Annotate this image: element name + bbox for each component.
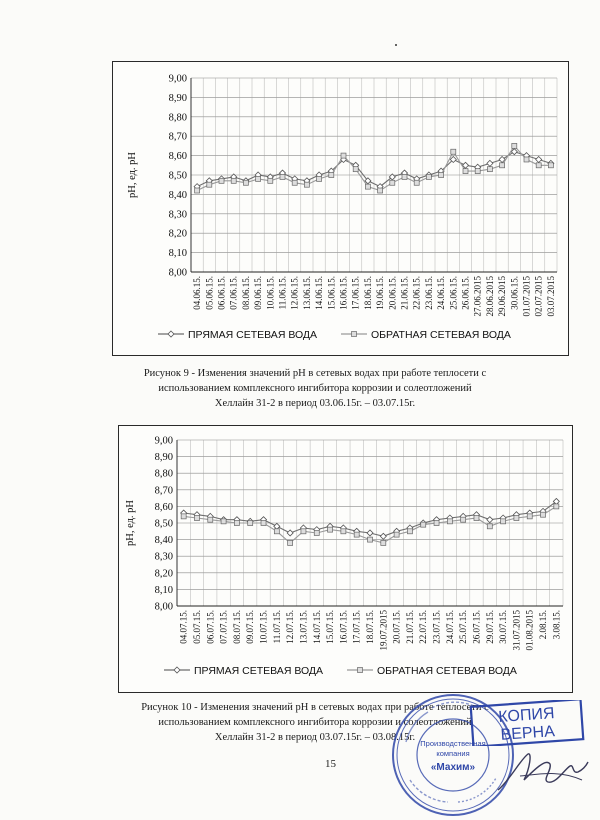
y-tick-label: 8,20 [168,228,187,240]
y-tick-label: 8,40 [168,189,187,201]
seal-company-line-1: Производственная [420,739,486,748]
data-point [365,184,370,189]
data-point [328,527,333,532]
x-tick-label: 29.06.2015 [497,276,508,317]
figure-10-caption-line-1: Рисунок 10 - Изменения значений pH в сетевых водах при работе теплосети с [141,702,489,713]
data-point [317,176,322,181]
legend-marker-return [358,668,363,673]
handwritten-signature [490,740,590,800]
y-tick-label: 8,30 [154,551,173,563]
data-point [304,182,309,187]
y-tick-label: 9,00 [168,73,187,85]
data-point [208,517,213,522]
legend-label-direct: ПРЯМАЯ СЕТЕВАЯ ВОДА [194,665,324,677]
data-point [367,530,373,536]
data-point [301,529,306,534]
y-tick-label: 8,50 [154,518,173,530]
x-tick-label: 08.07.15. [231,610,242,644]
y-tick-label: 8,70 [168,131,187,143]
data-point [524,157,529,162]
data-point [554,504,559,509]
data-point [256,176,261,181]
figure-10-caption-line-3: Хеллайн 31-2 в период 03.07.15г. – 03.08.15г. [214,732,416,743]
x-tick-label: 03.07.2015 [545,276,556,317]
legend-label-return: ОБРАТНАЯ СЕТЕВАЯ ВОДА [371,329,511,341]
x-tick-label: 02.07.2015 [533,276,544,317]
x-tick-label: 11.06.15. [277,276,288,310]
data-point [514,516,519,521]
data-point [287,530,293,536]
data-point [487,160,493,166]
data-point [380,533,386,539]
legend-marker-return [352,332,357,337]
x-tick-label: 14.07.15. [311,610,322,644]
data-point [378,188,383,193]
x-tick-label: 26.06.15. [460,276,471,310]
page-number: 15 [325,758,336,770]
data-point [501,519,506,524]
data-point [536,163,541,168]
y-tick-label: 8,40 [154,535,173,547]
data-point [461,517,466,522]
x-tick-label: 30.07.15. [498,610,509,644]
x-tick-label: 17.07.15. [351,610,362,644]
x-tick-label: 06.06.15. [216,276,227,310]
data-point [475,169,480,174]
y-tick-label: 8,90 [168,92,187,104]
data-point [500,163,505,168]
x-tick-label: 29.07.15. [484,610,495,644]
seal-company-line-2: компания [436,749,470,758]
x-tick-label: 25.07.15. [458,610,469,644]
legend-marker-direct [168,331,174,337]
data-point [341,529,346,534]
x-tick-label: 3.08.15. [551,610,562,640]
data-point [548,163,553,168]
data-point [487,524,492,529]
data-point [194,516,199,521]
y-tick-label: 8,60 [154,501,173,513]
data-point [426,174,431,179]
x-tick-label: 22.06.15. [411,276,422,310]
figure-9-caption-line-3: Хеллайн 31-2 в период 03.06.15г. – 03.07.15г. [214,398,416,409]
figure-10-caption-line-2: использованием комплексного ингибитора коррозии и солеотложений [158,717,472,728]
x-tick-label: 27.06.2015 [472,276,483,317]
data-point [536,156,542,162]
data-point [274,523,280,529]
data-point [353,167,358,172]
x-tick-label: 24.06.15. [436,276,447,310]
figure-9-caption-line-2: использованием комплексного ингибитора коррозии и солеотложений [158,383,472,394]
x-tick-label: 18.06.15. [362,276,373,310]
x-tick-label: 19.07.2015 [378,610,389,651]
x-tick-label: 04.06.15. [192,276,203,310]
data-point [512,143,517,148]
legend-label-direct: ПРЯМАЯ СЕТЕВАЯ ВОДА [188,329,318,341]
x-tick-label: 10.06.15. [265,276,276,310]
x-tick-label: 12.07.15. [285,610,296,644]
x-tick-label: 16.06.15. [338,276,349,310]
y-tick-label: 8,70 [154,485,173,497]
data-point [407,529,412,534]
figure-9-caption-line-1: Рисунок 9 - Изменения значений pH в сетевых водах при работе теплосети с [143,368,487,379]
x-tick-label: 15.07.15. [325,610,336,644]
x-tick-label: 30.06.15. [509,276,520,310]
y-tick-label: 8,20 [154,568,173,580]
data-point [314,530,319,535]
data-point [219,178,224,183]
chart-figure-10 [118,425,573,693]
x-tick-label: 14.06.15. [314,276,325,310]
scan-speck [395,44,397,46]
y-tick-label: 9,00 [154,435,173,447]
x-tick-label: 31.07.2015 [511,610,522,651]
data-point [421,522,426,527]
data-point [451,149,456,154]
chart-figure-9-svg [113,62,568,355]
x-tick-label: 21.06.15. [399,276,410,310]
x-tick-label: 25.06.15. [448,276,459,310]
y-tick-label: 8,50 [168,170,187,182]
x-tick-label: 01.08.2015 [524,610,535,651]
y-tick-label: 8,80 [168,112,187,124]
y-tick-label: 8,90 [154,452,173,464]
data-point [368,537,373,542]
data-point [280,174,285,179]
data-point [487,167,492,172]
figure-9-caption [80,366,550,411]
legend-marker-direct [174,667,180,673]
x-tick-label: 05.07.15. [191,610,202,644]
data-point [195,188,200,193]
data-point [394,532,399,537]
x-tick-label: 13.06.15. [301,276,312,310]
data-point [243,180,248,185]
y-tick-label: 8,00 [168,267,187,279]
x-tick-label: 15.06.15. [326,276,337,310]
stamp-copy-line-2: ВЕРНА [500,723,556,744]
y-tick-label: 8,30 [168,209,187,221]
y-axis-label: pH, ед. pH [127,151,138,199]
data-point [181,514,186,519]
x-tick-label: 06.07.15. [205,610,216,644]
x-tick-label: 12.06.15. [289,276,300,310]
chart-figure-10-svg [119,426,572,692]
legend-label-return: ОБРАТНАЯ СЕТЕВАЯ ВОДА [377,665,517,677]
data-point [261,521,266,526]
seal-company-name: «Махим» [430,762,476,773]
data-point [274,529,279,534]
x-tick-label: 28.06.2015 [484,276,495,317]
data-point [221,519,226,524]
x-tick-label: 21.07.15. [404,610,415,644]
x-tick-label: 07.06.15. [228,276,239,310]
y-axis-label: pH, ед. pH [125,499,136,547]
y-tick-label: 8,80 [154,468,173,480]
x-tick-label: 17.06.15. [350,276,361,310]
y-tick-label: 8,60 [168,151,187,163]
data-point [402,174,407,179]
x-tick-label: 07.07.15. [218,610,229,644]
x-tick-label: 09.06.15. [253,276,264,310]
x-tick-label: 20.07.15. [391,610,402,644]
x-tick-label: 04.07.15. [178,610,189,644]
x-tick-label: 24.07.15. [444,610,455,644]
data-point [390,180,395,185]
data-point [527,514,532,519]
x-tick-label: 08.06.15. [240,276,251,310]
x-tick-label: 16.07.15. [338,610,349,644]
data-point [439,173,444,178]
data-point [487,517,493,523]
data-point [354,532,359,537]
data-point [292,180,297,185]
x-tick-label: 09.07.15. [245,610,256,644]
y-tick-label: 8,00 [154,601,173,613]
data-point [447,519,452,524]
data-point [231,178,236,183]
data-point [268,178,273,183]
data-point [414,180,419,185]
data-point [541,512,546,517]
data-point [474,516,479,521]
x-tick-label: 23.06.15. [423,276,434,310]
data-point [248,521,253,526]
data-point [341,153,346,158]
x-tick-label: 11.07.15. [271,610,282,644]
x-tick-label: 23.07.15. [431,610,442,644]
x-tick-label: 05.06.15. [204,276,215,310]
data-point [381,540,386,545]
x-tick-label: 20.06.15. [387,276,398,310]
x-tick-label: 18.07.15. [365,610,375,644]
stamp-copy-line-1: КОПИЯ [497,705,556,726]
x-tick-label: 22.07.15. [418,610,429,644]
x-tick-label: 10.07.15. [258,610,269,644]
x-tick-label: 19.06.15. [375,276,386,310]
x-tick-label: 26.07.15. [471,610,482,644]
chart-figure-9 [112,61,569,356]
x-tick-label: 2.08.15. [538,610,549,640]
data-point [434,521,439,526]
y-tick-label: 8,10 [154,584,173,596]
data-point [207,182,212,187]
x-tick-label: 01.07.2015 [521,276,532,317]
data-point [288,540,293,545]
y-tick-label: 8,10 [168,248,187,260]
data-point [329,173,334,178]
data-point [234,521,239,526]
data-point [463,169,468,174]
x-tick-label: 13.07.15. [298,610,309,644]
